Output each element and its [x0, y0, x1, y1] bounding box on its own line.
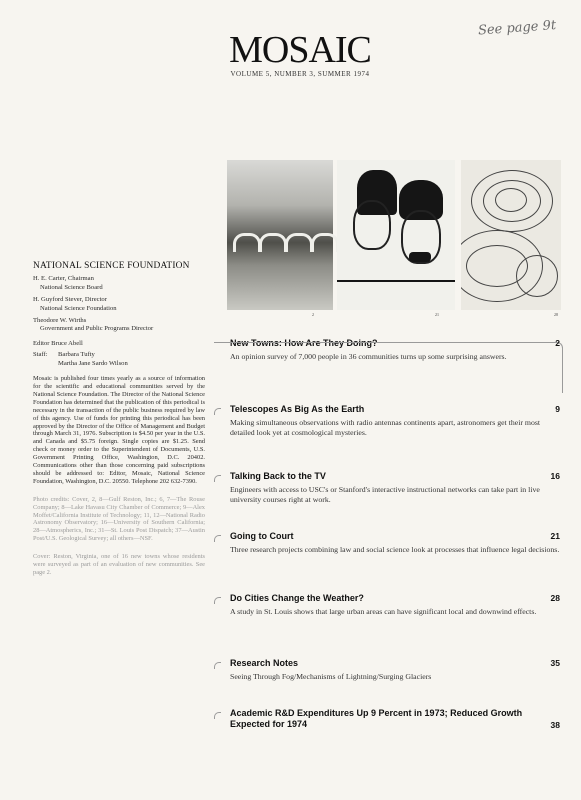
toc-title[interactable]: Academic R&D Expenditures Up 9 Percent in 1973; Reduced Growth Expected for 1974 [230, 708, 523, 729]
toc-desc: Seeing Through Fog/Mechanisms of Lightning/Surging Glaciers [230, 672, 432, 681]
toc-desc: Engineers with access to USC's or Stanford's interactive instructional networks can take part in live university courses right at work. [230, 485, 540, 504]
figure-label: 2 [312, 312, 314, 317]
toc-entry[interactable] [222, 708, 562, 738]
photo-strip [217, 160, 565, 317]
toc-entry[interactable] [222, 338, 562, 388]
toc-page: 35 [550, 658, 560, 668]
toc-entry[interactable] [222, 404, 562, 444]
toc-title[interactable]: New Towns: How Are They Doing? [230, 338, 378, 348]
toc-desc: A study in St. Louis shows that large urban areas can have significant local and downwind effects. [230, 607, 537, 616]
photo-people-illustration [337, 160, 455, 310]
toc-page: 9 [555, 404, 560, 414]
toc-page: 28 [550, 593, 560, 603]
toc-title[interactable]: Going to Court [230, 531, 294, 541]
masthead-credits-column [33, 262, 205, 577]
figure-label: 28 [554, 312, 558, 317]
toc-entry[interactable] [222, 531, 562, 571]
publication-info: Mosaic is published four times yearly as a source of information for the scientific and educational communities served by the National Science Foundation. The Director of the National Science Foundation has determined that the publication of this periodical is necessary in the transaction of the public business required by law of this agency. Use of funds for printing this periodical has been approved by the Director of the Office of Management and Budget through March 31, 1976. Subscription is $4.50 per year in the U.S. and Canada and $5.75 foreign. Single copies are $1.25. Send check or money order to the Superintendent of Documents, U.S. Government Printing Office, Washington, D.C. 20402. Communications other than those concerning paid subscriptions should be addressed to: Editor, Mosaic, National Science Foundation, Washington, D.C. 20550. Telephone 202 632-7390. [33, 375, 205, 485]
volume-line: VOLUME 5, NUMBER 3, SUMMER 1974 [230, 70, 370, 78]
staff-person: H. E. Carter, Chairman National Science Board [33, 275, 103, 291]
editor-line: Editor Bruce Abell [33, 339, 83, 347]
photo-credits: Photo credits: Cover, 2, 8—Gulf Reston, Inc.; 6, 7—The Rouse Company; 8—Lake Havasu City Chamber of Commerce; 9—Alex Moffet/California Institute of Technology; 11, 12—National Radio Astronomy Observatory; 16—University of Southern California; 28—Atmospherics, Inc.; 31—St. Louis Post Dispatch; 37—Austin Post/U.S. Geological Survey; all others—NSF. [33, 495, 205, 543]
photo-contour-map [461, 160, 561, 310]
photo-bridge-town [227, 160, 333, 310]
toc-entry[interactable] [222, 593, 562, 633]
toc-page: 16 [550, 471, 560, 481]
toc-page: 38 [550, 720, 560, 730]
toc-title[interactable]: Telescopes As Big As the Earth [230, 404, 365, 414]
toc-page: 21 [550, 531, 560, 541]
toc-title[interactable]: Do Cities Change the Weather? [230, 593, 364, 603]
magazine-title: MOSAIC [229, 29, 371, 71]
toc-entry[interactable] [222, 658, 562, 688]
masthead [200, 30, 400, 78]
toc-title[interactable]: Talking Back to the TV [230, 471, 326, 481]
toc-desc: An opinion survey of 7,000 people in 36 communities turns up some surprising answers. [230, 352, 507, 361]
toc-title[interactable]: Research Notes [230, 658, 299, 668]
toc-entry[interactable] [222, 471, 562, 511]
toc-page: 2 [555, 338, 560, 348]
figure-label: 21 [435, 312, 439, 317]
toc-desc: Making simultaneous observations with radio antennas continents apart, astronomers get their most detailed look yet at cosmological mysteries. [230, 418, 541, 437]
organization-name: NATIONAL SCIENCE FOUNDATION [33, 261, 190, 271]
handwritten-note: See page 9t [477, 18, 557, 39]
cover-note: Cover: Reston, Virginia, one of 16 new towns whose residents were surveyed as part of an evaluation of new communities. See page 2. [33, 553, 205, 576]
toc-desc: Three research projects combining law and social science look at processes that influence legal decisions. [230, 545, 560, 554]
staff-person: H. Guyford Stever, Director National Science Foundation [33, 296, 117, 312]
staff-person: Theodore W. Wirths Government and Public Programs Director [33, 317, 154, 333]
staff-list: Staff: Barbara Tufty Martha Jane Sardo Wilson [33, 351, 128, 367]
